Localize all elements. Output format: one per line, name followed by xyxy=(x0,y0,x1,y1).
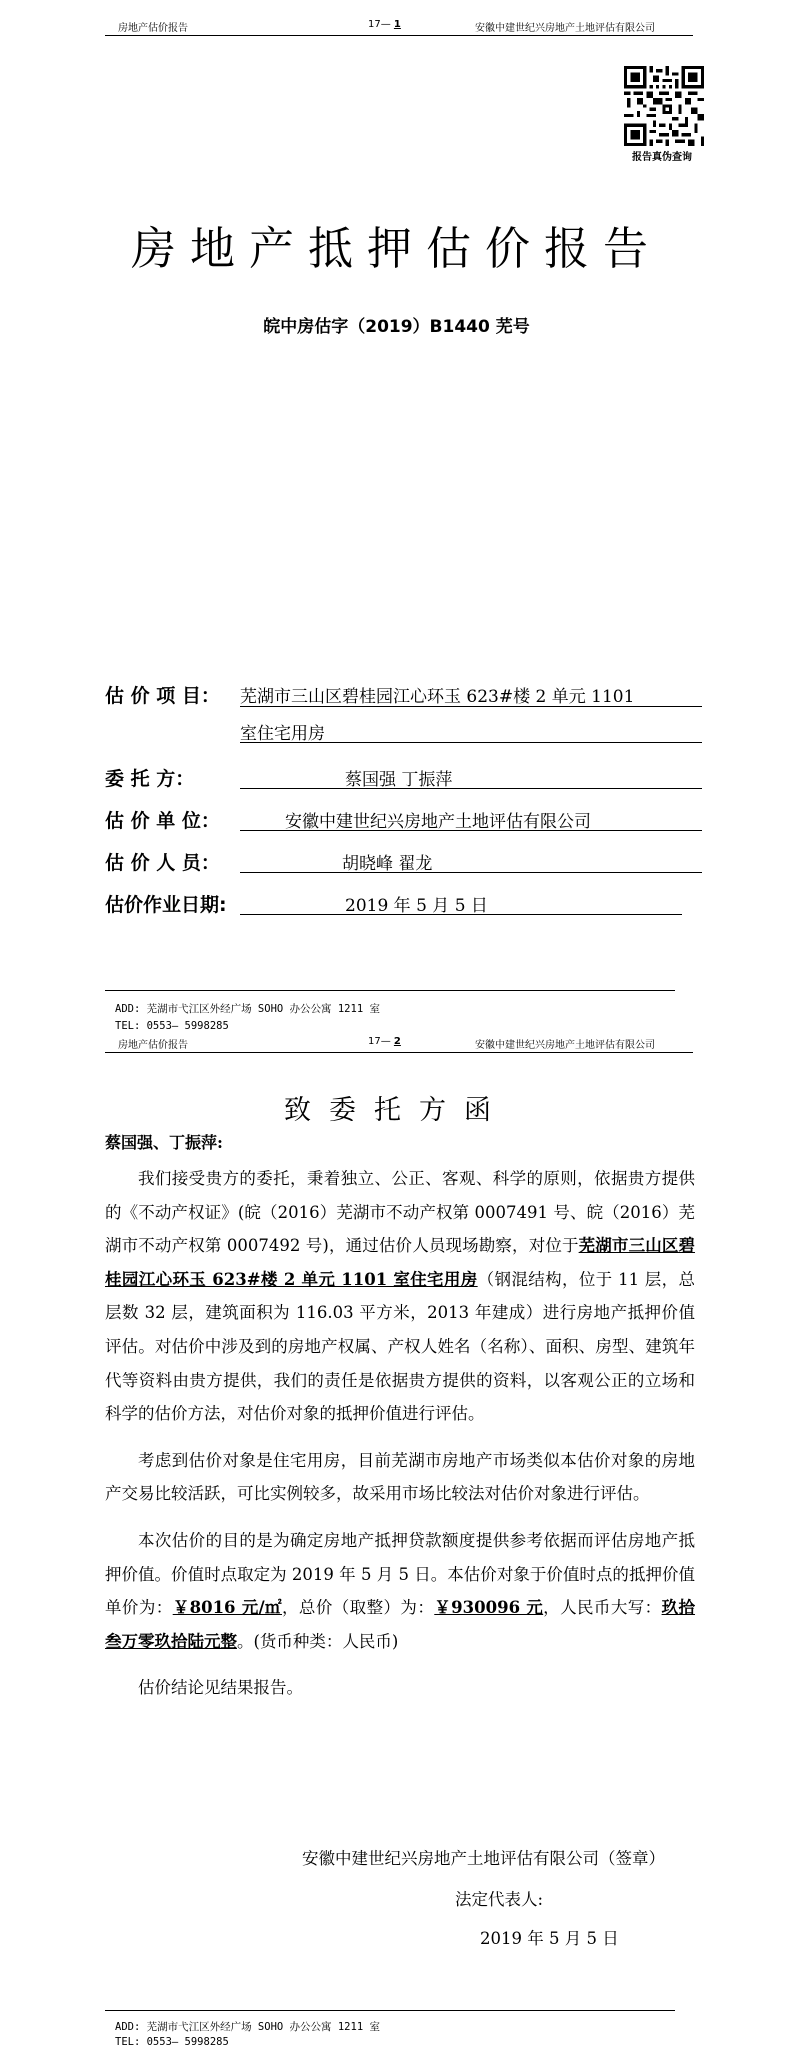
qr-code[interactable] xyxy=(624,66,704,146)
appraiser-label: 估 价 单 位： xyxy=(105,810,220,832)
project-underline-2 xyxy=(240,742,702,743)
paragraph-4: 估价结论见结果报告。 xyxy=(138,1678,303,1698)
unit-price: ￥8016 元/㎡ xyxy=(172,1598,282,1618)
para3-text-b: ，总价（取整）为： xyxy=(281,1598,435,1618)
date-underline xyxy=(240,914,682,915)
footer-tel: TEL: 0553— 5998285 xyxy=(115,1020,229,1032)
property-address: 芜湖市三山区碧桂园江心环玉 623#楼 2 单元 1101 室住宅用房 xyxy=(105,1236,695,1289)
header-rule xyxy=(105,35,693,36)
header-left: 房地产估价报告 xyxy=(118,1040,188,1051)
appraiser-underline xyxy=(240,830,702,831)
header-page-number xyxy=(368,19,401,30)
header-left: 房地产估价报告 xyxy=(118,23,188,34)
total-price-words: 玖拾叁万零玖拾陆元整 xyxy=(105,1598,696,1651)
paragraph-2: 考虑到估价对象是住宅用房，目前芜湖市房地产市场类似本估价对象的房地产交易比较活跃，可比实例较多，故采用市场比较法对估价对象进行评估。 xyxy=(105,1450,695,1504)
project-value-line1: 芜湖市三山区碧桂园江心环玉 623#楼 2 单元 1101 xyxy=(240,687,635,707)
staff-label: 估 价 人 员： xyxy=(105,852,220,874)
letter-title: 致委托方函 xyxy=(284,1095,509,1126)
staff-underline xyxy=(240,872,702,873)
letter-body xyxy=(105,1162,695,1705)
client-label: 委 托 方： xyxy=(105,768,195,790)
header-page-number xyxy=(368,1036,401,1047)
project-value-line2: 室住宅用房 xyxy=(240,724,325,744)
footer-tel: TEL: 0553— 5998285 xyxy=(115,2036,229,2048)
para1-text-b: （钢混结构，位于 11 层，总层数 32 层，建筑面积为 116.03 平方米，2013 年建成）进行房地产抵押价值评估。对估价中涉及到的房地产权属、产权人姓名（名称）、面积、房型、建筑年代等资料由贵方提供，我们的责任是依据贵方提供的资料，以客观公正的立场和科学的估价方法，对估价对象的抵押价值进行评估。 xyxy=(105,1269,695,1424)
para3-text-a: 本次估价的目的是为确定房地产抵押贷款额度提供参考依据而评估房地产抵押价值。价值时点取定为 2019 年 5 月 5 日。本估价对象于价值时点的抵押价值单价为： xyxy=(105,1530,695,1618)
date-value: 2019 年 5 月 5 日 xyxy=(345,896,488,916)
para3-text-d: 。(货币种类：人民币) xyxy=(237,1631,399,1651)
header-right: 安徽中建世纪兴房地产土地评估有限公司 xyxy=(475,1040,655,1051)
report-title: 房地产抵押估价报告 xyxy=(130,222,662,275)
document-number: 皖中房估字（2019）B1440 芜号 xyxy=(263,317,530,337)
page-prefix: 17— xyxy=(368,1036,394,1047)
page-prefix: 17— xyxy=(368,19,394,30)
signature-date: 2019 年 5 月 5 日 xyxy=(480,1929,619,1948)
project-underline-1 xyxy=(240,706,702,707)
staff-value: 胡晓峰 翟龙 xyxy=(342,854,433,874)
client-value: 蔡国强 丁振萍 xyxy=(345,770,453,790)
header-rule xyxy=(105,1052,693,1053)
footer-rule xyxy=(105,2010,675,2011)
para3-text-c: ，人民币大写： xyxy=(543,1598,662,1618)
qr-caption: 报告真伪查询 xyxy=(632,152,692,163)
project-label: 估 价 项 目： xyxy=(105,685,220,707)
client-underline xyxy=(240,788,702,789)
page-num: 1 xyxy=(393,19,401,30)
para1-text-a: 我们接受贵方的委托，秉着独立、公正、客观、科学的原则，依据贵方提供的《不动产权证》(皖（2016）芜湖市不动产权第 0007491 号、皖（2016）芜湖市不动产权第 0007492 号)，通过估价人员现场勘察，对位于 xyxy=(105,1169,695,1256)
page-num: 2 xyxy=(393,1036,401,1047)
total-price: ￥930096 元 xyxy=(434,1598,544,1618)
footer-rule xyxy=(105,990,675,991)
paragraph-1 xyxy=(105,1162,695,1431)
signature-company: 安徽中建世纪兴房地产土地评估有限公司（签章） xyxy=(302,1849,665,1868)
appraiser-value: 安徽中建世纪兴房地产土地评估有限公司 xyxy=(285,812,591,832)
signature-representative: 法定代表人: xyxy=(455,1890,544,1909)
date-label: 估价作业日期: xyxy=(105,894,227,916)
salutation: 蔡国强、丁振萍: xyxy=(105,1133,223,1152)
footer-address: ADD: 芜湖市弋江区外经广场 SOHO 办公公寓 1211 室 xyxy=(115,2021,380,2033)
paragraph-3 xyxy=(105,1524,695,1658)
footer-address: ADD: 芜湖市弋江区外经广场 SOHO 办公公寓 1211 室 xyxy=(115,1003,380,1015)
header-right: 安徽中建世纪兴房地产土地评估有限公司 xyxy=(475,23,655,34)
